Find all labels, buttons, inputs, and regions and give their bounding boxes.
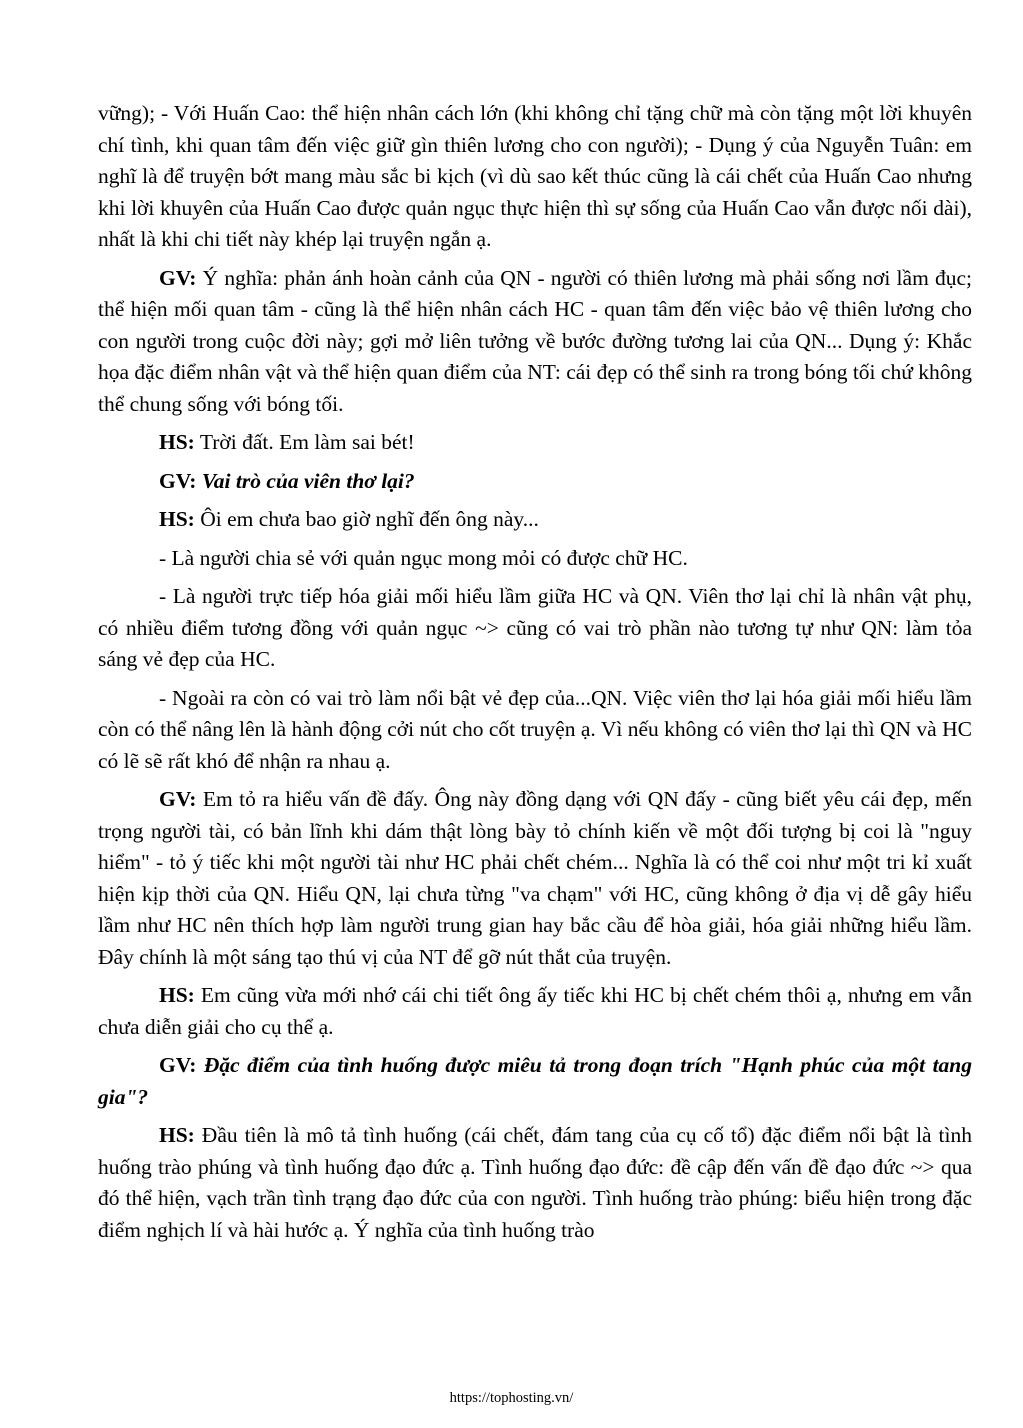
paragraph (98, 784, 972, 973)
document-body (98, 98, 972, 1253)
paragraph-text: Ý nghĩa: phản ánh hoàn cảnh của QN - người có thiên lương mà phải sống nơi lầm đục; thể hiện mối quan tâm - cũng là thể hiện nhân cách HC - quan tâm đến việc bảo vệ thiên lương cho con người trong cuộc đời này; gợi mở liên tưởng về bước đường tương lai của QN... Dụng ý: Khắc họa đặc điểm nhân vật và thể hiện quan điểm của NT: cái đẹp có thể sinh ra trong bóng tối chứ không thể chung sống với bóng tối. (98, 265, 972, 416)
paragraph-text: - Ngoài ra còn có vai trò làm nổi bật vẻ đẹp của...QN. Việc viên thơ lại hóa giải mối hiểu lầm còn có thể nâng lên là hành động cởi nút cho cốt truyện ạ. Vì nếu không có viên thơ lại thì QN và HC có lẽ sẽ rất khó để nhận ra nhau ạ. (98, 685, 972, 773)
paragraph (98, 427, 972, 459)
paragraph-text: - Là người trực tiếp hóa giải mối hiểu lầm giữa HC và QN. Viên thơ lại chỉ là nhân vật phụ, có nhiều điểm tương đồng với quản ngục ~> cũng có vai trò phần nào tương tự như QN: làm tỏa sáng vẻ đẹp của HC. (98, 584, 972, 671)
speaker-label: HS: (159, 983, 195, 1007)
paragraph-text: Ôi em chưa bao giờ nghĩ đến ông này... (194, 507, 539, 531)
paragraph (98, 980, 972, 1043)
paragraph-text: Đầu tiên là mô tả tình huống (cái chết, đám tang của cụ cố tổ) đặc điểm nổi bật là tình huống trào phúng và tình huống đạo đức ạ. Tình huống đạo đức: đề cập đến vấn đề đạo đức ~> qua đó thể hiện, vạch trần tình trạng đạo đức của con người. Tình huống trào phúng: biểu hiện trong đặc điểm nghịch lí và hài hước ạ. Ý nghĩa của tình huống trào (98, 1123, 972, 1242)
speaker-label: HS: (159, 507, 195, 531)
paragraph-text: - Là người chia sẻ với quản ngục mong mỏi có được chữ HC. (159, 545, 688, 570)
paragraph (98, 543, 972, 575)
paragraph (98, 1050, 972, 1113)
paragraph-text: vững); - Với Huấn Cao: thể hiện nhân cách lớn (khi không chỉ tặng chữ mà còn tặng một lời khuyên chí tình, khi quan tâm đến việc giữ gìn thiên lương cho con người); - Dụng ý của Nguyễn Tuân: em nghĩ là để truyện bớt mang màu sắc bi kịch (vì dù sao kết thúc cũng là cái chết của Huấn Cao nhưng khi lời khuyên của Huấn Cao được quản ngục thực hiện thì sự sống của Huấn Cao vẫn được nối dài), nhất là khi chi tiết này khép lại truyện ngắn ạ. (98, 101, 972, 251)
paragraph (98, 683, 972, 778)
speaker-label: GV: (159, 265, 197, 290)
paragraph (98, 504, 972, 536)
paragraph (98, 1120, 972, 1246)
paragraph (98, 98, 972, 256)
speaker-label: HS: (159, 1123, 195, 1147)
footer-url: https://tophosting.vn/ (449, 1390, 574, 1406)
speaker-label: GV: (159, 468, 197, 493)
speaker-label: GV: (159, 787, 197, 811)
paragraph-text: Trời đất. Em làm sai bét! (194, 430, 415, 454)
question-text: Đặc điểm của tình huống được miêu tả trong đoạn trích "Hạnh phúc của một tang gia"? (98, 1053, 972, 1109)
paragraph-text: Em tỏ ra hiểu vấn đề đấy. Ông này đồng dạng với QN đấy - cũng biết yêu cái đẹp, mến trọng người tài, có bản lĩnh khi dám thật lòng bày tỏ chính kiến về một đối tượng bị coi là "nguy hiểm" - tỏ ý tiếc khi một người tài như HC phải chết chém... Nghĩa là có thể coi như một tri kỉ xuất hiện kịp thời của QN. Hiểu QN, lại chưa từng "va chạm" với HC, cũng không ở địa vị dễ gây hiểu lầm như HC nên thích hợp làm người trung gian hay bắc cầu để hòa giải, hóa giải những hiểu lầm. Đây chính là một sáng tạo thú vị của NT để gỡ nút thắt của truyện. (98, 787, 972, 969)
paragraph (98, 581, 972, 676)
speaker-label: HS: (159, 430, 195, 454)
speaker-label: GV: (159, 1053, 197, 1077)
paragraph (98, 263, 972, 421)
paragraph-text: Em cũng vừa mới nhớ cái chi tiết ông ấy tiếc khi HC bị chết chém thôi ạ, nhưng em vẫn chưa diễn giải cho cụ thể ạ. (98, 983, 972, 1039)
paragraph (98, 466, 972, 498)
question-text: Vai trò của viên thơ lại? (196, 468, 415, 493)
